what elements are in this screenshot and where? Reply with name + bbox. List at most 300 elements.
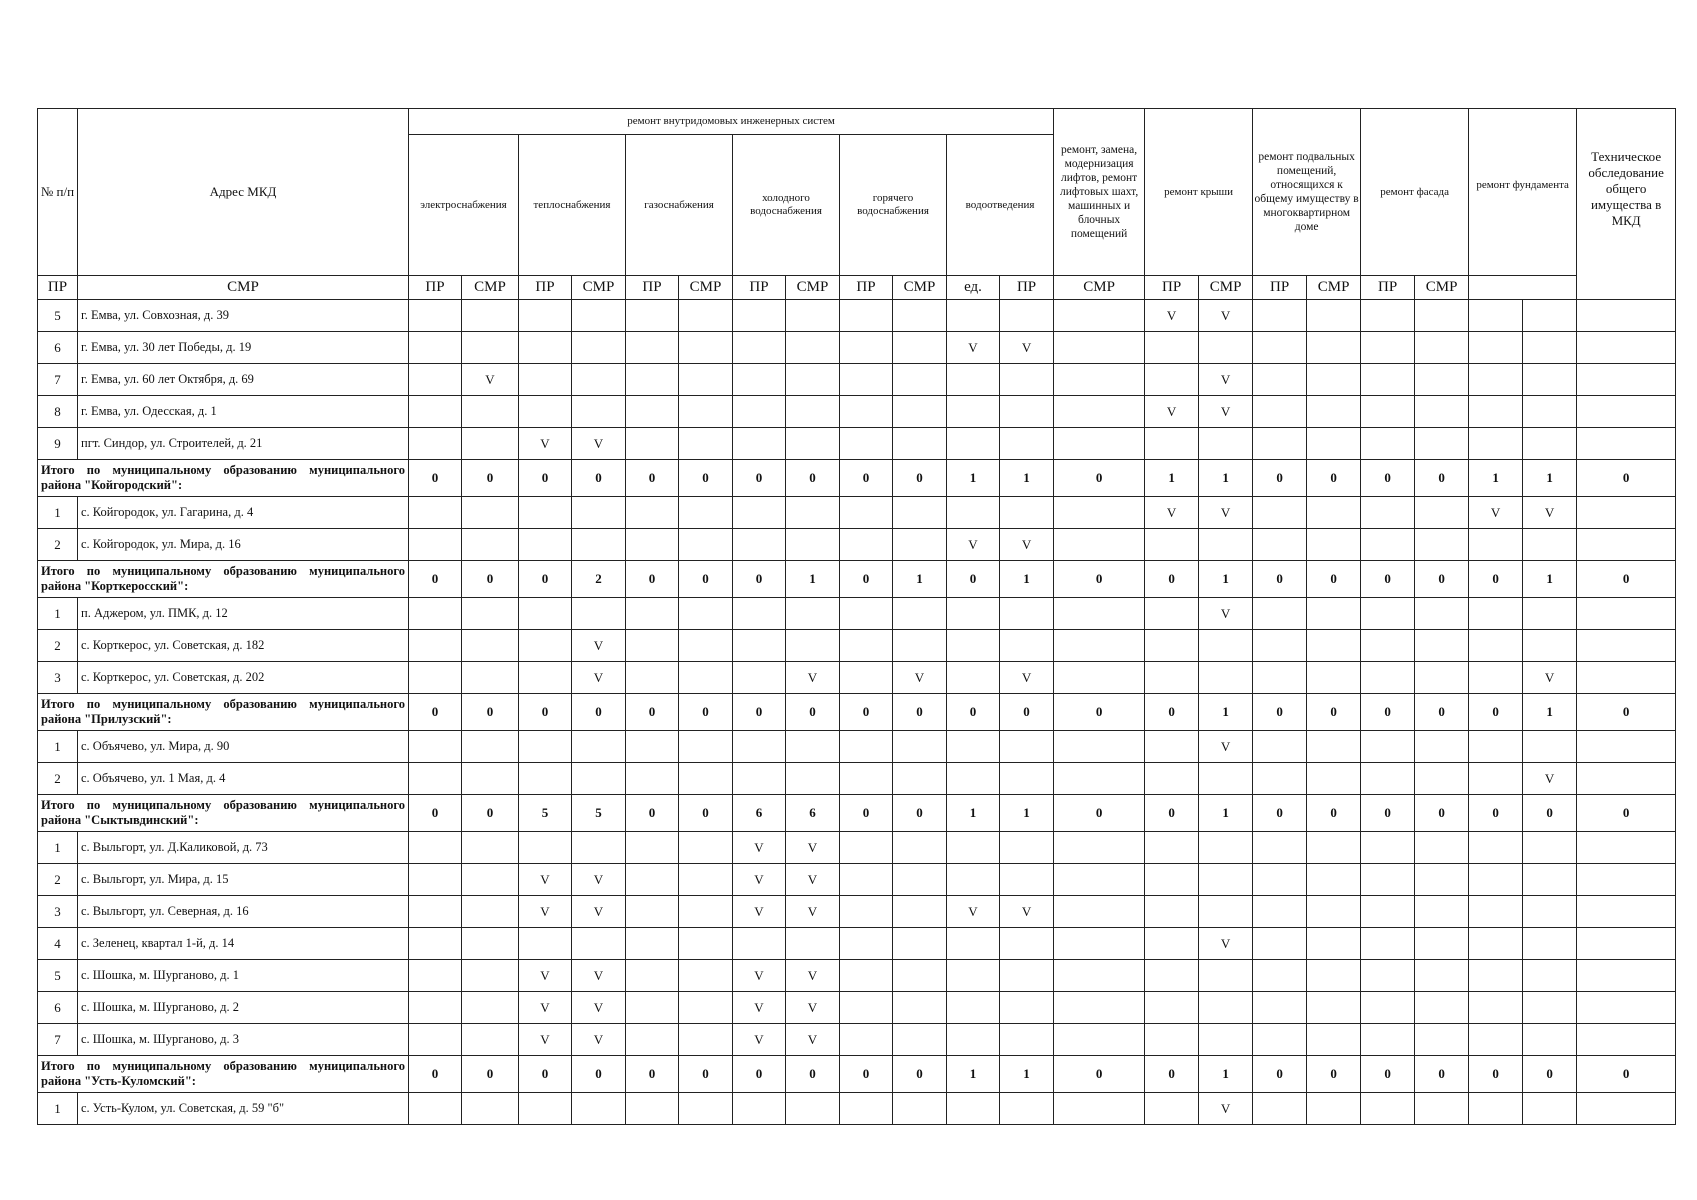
mark-cell: V (572, 992, 626, 1024)
mark-cell: V (1000, 896, 1054, 928)
subtotal-value: 0 (409, 1056, 462, 1093)
mark-cell (1054, 497, 1145, 529)
mark-cell (786, 332, 840, 364)
subtotal-value: 0 (572, 460, 626, 497)
mark-cell (626, 529, 679, 561)
mark-cell (1577, 731, 1676, 763)
mark-cell (786, 300, 840, 332)
mark-cell (947, 662, 1000, 694)
table-row (38, 630, 1676, 662)
mark-cell (462, 992, 519, 1024)
mark-cell (1361, 662, 1415, 694)
mark-cell: V (519, 864, 572, 896)
mark-cell (1145, 529, 1199, 561)
mark-cell (1523, 731, 1577, 763)
subtotal-value: 0 (462, 1056, 519, 1093)
mark-cell: V (733, 832, 786, 864)
mark-cell (572, 1093, 626, 1125)
mark-cell: V (786, 960, 840, 992)
mark-cell (893, 1024, 947, 1056)
mark-cell: V (1145, 497, 1199, 529)
mark-cell (679, 529, 733, 561)
mark-cell: V (786, 992, 840, 1024)
col-header-gas: газоснабжения (626, 135, 733, 276)
mark-cell (1469, 630, 1523, 662)
mark-cell (1469, 598, 1523, 630)
subtotal-label: Итого по муниципальному образованию муниципального района "Сыктывдинский": (38, 795, 409, 832)
mark-cell (893, 598, 947, 630)
subtotal-value: 0 (1145, 561, 1199, 598)
subtotal-value: 0 (1253, 795, 1307, 832)
table-row (38, 300, 1676, 332)
mark-cell (1523, 992, 1577, 1024)
subtotal-value: 0 (733, 460, 786, 497)
repair-schedule-table (37, 108, 1676, 1125)
mark-cell: V (572, 662, 626, 694)
row-number: 1 (38, 598, 78, 630)
col-header-lifts: ремонт, замена, модернизация лифтов, ремонт лифтовых шахт, машинных и блочных помещений (1054, 109, 1145, 276)
mark-cell (733, 364, 786, 396)
mark-cell (1253, 364, 1307, 396)
subtotal-value: 1 (1000, 460, 1054, 497)
mark-cell (1307, 598, 1361, 630)
mark-cell (626, 300, 679, 332)
mark-cell (409, 1024, 462, 1056)
mark-cell (409, 662, 462, 694)
subtotal-value: 0 (786, 460, 840, 497)
mark-cell (1577, 497, 1676, 529)
pr-label: ПР (1361, 276, 1415, 300)
mark-cell (1145, 896, 1199, 928)
mark-cell (626, 630, 679, 662)
mark-cell (409, 497, 462, 529)
mark-cell (679, 832, 733, 864)
mark-cell (893, 428, 947, 460)
mark-cell (409, 332, 462, 364)
subtotal-value: 0 (1361, 460, 1415, 497)
mark-cell (947, 300, 1000, 332)
mark-cell (786, 763, 840, 795)
mark-cell (733, 428, 786, 460)
mark-cell (462, 763, 519, 795)
mark-cell: V (519, 428, 572, 460)
subtotal-value: 0 (1523, 1056, 1577, 1093)
pr-label: ПР (840, 276, 893, 300)
subtotal-value: 0 (1361, 1056, 1415, 1093)
mark-cell (1307, 928, 1361, 960)
mark-cell (1199, 832, 1253, 864)
mark-cell (786, 497, 840, 529)
subtotal-value: 0 (1415, 694, 1469, 731)
subtotal-value: 0 (409, 694, 462, 731)
mark-cell (1000, 1024, 1054, 1056)
mark-cell (786, 598, 840, 630)
mark-cell (626, 992, 679, 1024)
mark-cell (1577, 630, 1676, 662)
col-header-foundation: ремонт фундамента (1469, 109, 1577, 276)
col-header-internal-systems: ремонт внутридомовых инженерных систем (409, 109, 1054, 135)
mark-cell (786, 529, 840, 561)
mark-cell: V (1199, 364, 1253, 396)
mark-cell (462, 662, 519, 694)
row-number: 1 (38, 497, 78, 529)
pr-label: ПР (1145, 276, 1199, 300)
col-header-number: № п/п (38, 109, 78, 276)
mark-cell (1199, 763, 1253, 795)
mark-cell (1253, 832, 1307, 864)
mark-cell (679, 992, 733, 1024)
mark-cell (1307, 300, 1361, 332)
mark-cell (409, 364, 462, 396)
mark-cell (1253, 864, 1307, 896)
mark-cell (1000, 832, 1054, 864)
subtotal-label: Итого по муниципальному образованию муниципального района "Усть-Куломский": (38, 1056, 409, 1093)
subtotal-value: 0 (1469, 1056, 1523, 1093)
mark-cell (1469, 928, 1523, 960)
mark-cell (1523, 896, 1577, 928)
mark-cell (1253, 992, 1307, 1024)
address-cell: с. Корткерос, ул. Советская, д. 182 (78, 630, 409, 662)
mark-cell (1054, 364, 1145, 396)
mark-cell (733, 300, 786, 332)
mark-cell (840, 763, 893, 795)
address-cell: п. Аджером, ул. ПМК, д. 12 (78, 598, 409, 630)
subtotal-value: 0 (1361, 561, 1415, 598)
mark-cell (1000, 731, 1054, 763)
subtotal-value: 0 (462, 460, 519, 497)
table-row (38, 497, 1676, 529)
mark-cell (1307, 832, 1361, 864)
mark-cell (1054, 1024, 1145, 1056)
subtotal-value: 1 (1523, 694, 1577, 731)
subtotal-value: 0 (1307, 694, 1361, 731)
mark-cell (1054, 731, 1145, 763)
mark-cell (840, 992, 893, 1024)
mark-cell: V (519, 960, 572, 992)
subtotal-value: 0 (1361, 795, 1415, 832)
subtotal-row (38, 561, 1676, 598)
mark-cell (1145, 992, 1199, 1024)
subtotal-value: 0 (1253, 561, 1307, 598)
subtotal-value: 0 (572, 1056, 626, 1093)
mark-cell (840, 529, 893, 561)
mark-cell (409, 630, 462, 662)
subtotal-value: 1 (1199, 795, 1253, 832)
subtotal-value: 0 (1469, 795, 1523, 832)
mark-cell (1253, 300, 1307, 332)
mark-cell (1361, 428, 1415, 460)
mark-cell (519, 300, 572, 332)
address-cell: с. Койгородок, ул. Гагарина, д. 4 (78, 497, 409, 529)
mark-cell (1145, 832, 1199, 864)
mark-cell (947, 364, 1000, 396)
subtotal-value: 1 (893, 561, 947, 598)
mark-cell (893, 529, 947, 561)
mark-cell (1000, 763, 1054, 795)
mark-cell (1415, 992, 1469, 1024)
row-number: 2 (38, 630, 78, 662)
subtotal-value: 0 (1054, 1056, 1145, 1093)
mark-cell (947, 1024, 1000, 1056)
mark-cell (679, 763, 733, 795)
mark-cell (679, 300, 733, 332)
mark-cell (1577, 864, 1676, 896)
mark-cell (1054, 960, 1145, 992)
mark-cell (840, 731, 893, 763)
subtotal-value: 1 (947, 460, 1000, 497)
mark-cell (840, 864, 893, 896)
smr-label: СМР (1054, 276, 1145, 300)
mark-cell (1000, 497, 1054, 529)
table-row (38, 364, 1676, 396)
mark-cell (1577, 529, 1676, 561)
mark-cell: V (572, 896, 626, 928)
subtotal-value: 0 (462, 561, 519, 598)
mark-cell (409, 598, 462, 630)
subtotal-value: 0 (462, 694, 519, 731)
mark-cell (462, 396, 519, 428)
subtotal-value: 0 (572, 694, 626, 731)
mark-cell (733, 598, 786, 630)
subtotal-value: 0 (840, 460, 893, 497)
mark-cell (893, 630, 947, 662)
mark-cell (893, 832, 947, 864)
mark-cell (679, 960, 733, 992)
col-header-facade: ремонт фасада (1361, 109, 1469, 276)
mark-cell (1415, 497, 1469, 529)
mark-cell: V (572, 630, 626, 662)
table-row (38, 529, 1676, 561)
subtotal-value: 1 (1199, 694, 1253, 731)
mark-cell: V (519, 896, 572, 928)
mark-cell (947, 630, 1000, 662)
mark-cell (572, 497, 626, 529)
mark-cell (1523, 332, 1577, 364)
mark-cell (1361, 529, 1415, 561)
mark-cell (893, 396, 947, 428)
mark-cell (733, 928, 786, 960)
address-cell: пгт. Синдор, ул. Строителей, д. 21 (78, 428, 409, 460)
table-row (38, 763, 1676, 795)
table-row (38, 960, 1676, 992)
mark-cell (1145, 1024, 1199, 1056)
mark-cell (519, 529, 572, 561)
subtotal-value: 0 (1415, 460, 1469, 497)
subtotal-value: 0 (1577, 460, 1676, 497)
mark-cell (572, 529, 626, 561)
mark-cell (1415, 396, 1469, 428)
mark-cell (1199, 960, 1253, 992)
mark-cell (409, 992, 462, 1024)
mark-cell (1307, 529, 1361, 561)
mark-cell (1361, 864, 1415, 896)
mark-cell (1361, 928, 1415, 960)
mark-cell (1000, 428, 1054, 460)
subtotal-value: 2 (572, 561, 626, 598)
mark-cell (409, 1093, 462, 1125)
mark-cell (1000, 992, 1054, 1024)
mark-cell (1523, 1024, 1577, 1056)
mark-cell (1199, 896, 1253, 928)
mark-cell: V (1000, 332, 1054, 364)
mark-cell (462, 928, 519, 960)
mark-cell (1361, 896, 1415, 928)
mark-cell (1415, 529, 1469, 561)
row-number: 1 (38, 1093, 78, 1125)
address-cell: с. Объячево, ул. Мира, д. 90 (78, 731, 409, 763)
mark-cell (893, 497, 947, 529)
pr-label: ПР (519, 276, 572, 300)
mark-cell (1253, 662, 1307, 694)
subtotal-value: 0 (733, 694, 786, 731)
mark-cell (409, 428, 462, 460)
mark-cell (1253, 928, 1307, 960)
mark-cell (1054, 1093, 1145, 1125)
subtotal-value: 0 (840, 561, 893, 598)
mark-cell (1361, 364, 1415, 396)
row-number: 5 (38, 300, 78, 332)
pr-label: ПР (1000, 276, 1054, 300)
mark-cell (1000, 960, 1054, 992)
mark-cell (519, 662, 572, 694)
mark-cell (733, 332, 786, 364)
address-cell: с. Корткерос, ул. Советская, д. 202 (78, 662, 409, 694)
mark-cell (409, 529, 462, 561)
mark-cell: V (519, 1024, 572, 1056)
mark-cell (893, 1093, 947, 1125)
subtotal-value: 0 (679, 1056, 733, 1093)
mark-cell: V (786, 864, 840, 896)
mark-cell (1415, 928, 1469, 960)
mark-cell (1145, 864, 1199, 896)
mark-cell (1361, 497, 1415, 529)
mark-cell (626, 364, 679, 396)
table-row (38, 428, 1676, 460)
mark-cell (1145, 662, 1199, 694)
mark-cell (1361, 1024, 1415, 1056)
mark-cell (1145, 960, 1199, 992)
mark-cell (1469, 960, 1523, 992)
mark-cell (1361, 960, 1415, 992)
mark-cell (1361, 992, 1415, 1024)
col-header-address: Адрес МКД (78, 109, 409, 276)
table-row (38, 1093, 1676, 1125)
mark-cell (679, 396, 733, 428)
subtotal-value: 0 (893, 694, 947, 731)
mark-cell (893, 332, 947, 364)
mark-cell (626, 662, 679, 694)
address-cell: г. Емва, ул. 30 лет Победы, д. 19 (78, 332, 409, 364)
mark-cell (893, 960, 947, 992)
subtotal-value: 0 (1253, 694, 1307, 731)
mark-cell (519, 630, 572, 662)
mark-cell (1523, 1093, 1577, 1125)
mark-cell: V (462, 364, 519, 396)
mark-cell (1523, 630, 1577, 662)
mark-cell (1000, 864, 1054, 896)
mark-cell (679, 864, 733, 896)
mark-cell (462, 1024, 519, 1056)
mark-cell (679, 731, 733, 763)
subtotal-value: 0 (1469, 561, 1523, 598)
mark-cell (679, 428, 733, 460)
mark-cell (1523, 960, 1577, 992)
mark-cell (1469, 864, 1523, 896)
mark-cell (572, 598, 626, 630)
row-number: 5 (38, 960, 78, 992)
mark-cell (1000, 396, 1054, 428)
mark-cell (679, 630, 733, 662)
mark-cell (947, 864, 1000, 896)
pr-label: ПР (38, 276, 78, 300)
mark-cell (1415, 662, 1469, 694)
mark-cell (626, 896, 679, 928)
mark-cell (1577, 428, 1676, 460)
mark-cell (679, 598, 733, 630)
subtotal-value: 1 (947, 795, 1000, 832)
mark-cell: V (1000, 529, 1054, 561)
mark-cell: V (733, 896, 786, 928)
mark-cell (1054, 300, 1145, 332)
subtotal-value: 5 (519, 795, 572, 832)
subtotal-value: 0 (840, 694, 893, 731)
row-number: 6 (38, 332, 78, 364)
table-row (38, 662, 1676, 694)
mark-cell (572, 763, 626, 795)
subtotal-value: 0 (947, 561, 1000, 598)
subtotal-value: 0 (1054, 795, 1145, 832)
mark-cell (519, 497, 572, 529)
mark-cell (1054, 662, 1145, 694)
subtotal-value: 0 (519, 460, 572, 497)
subtotal-value: 0 (626, 694, 679, 731)
address-cell: г. Емва, ул. 60 лет Октября, д. 69 (78, 364, 409, 396)
mark-cell (947, 598, 1000, 630)
mark-cell: V (572, 1024, 626, 1056)
mark-cell: V (786, 832, 840, 864)
mark-cell (1577, 896, 1676, 928)
unit-label: ед. (947, 276, 1000, 300)
mark-cell (572, 928, 626, 960)
mark-cell (572, 364, 626, 396)
mark-cell (1253, 1093, 1307, 1125)
mark-cell (1415, 364, 1469, 396)
mark-cell (893, 896, 947, 928)
mark-cell: V (572, 428, 626, 460)
mark-cell: V (1145, 300, 1199, 332)
mark-cell (1307, 396, 1361, 428)
row-number: 1 (38, 731, 78, 763)
subtotal-value: 0 (1577, 694, 1676, 731)
subtotal-value: 0 (679, 694, 733, 731)
address-cell: с. Шошка, м. Шурганово, д. 1 (78, 960, 409, 992)
mark-cell (1145, 332, 1199, 364)
mark-cell (947, 928, 1000, 960)
mark-cell (947, 1093, 1000, 1125)
mark-cell (786, 1093, 840, 1125)
mark-cell (786, 396, 840, 428)
table-row (38, 332, 1676, 364)
mark-cell (733, 763, 786, 795)
mark-cell: V (733, 864, 786, 896)
subtotal-value: 0 (679, 460, 733, 497)
mark-cell (1307, 497, 1361, 529)
subtotal-value: 1 (1000, 561, 1054, 598)
mark-cell (1000, 1093, 1054, 1125)
subtotal-value: 0 (893, 460, 947, 497)
mark-cell (519, 396, 572, 428)
subtotal-row (38, 1056, 1676, 1093)
